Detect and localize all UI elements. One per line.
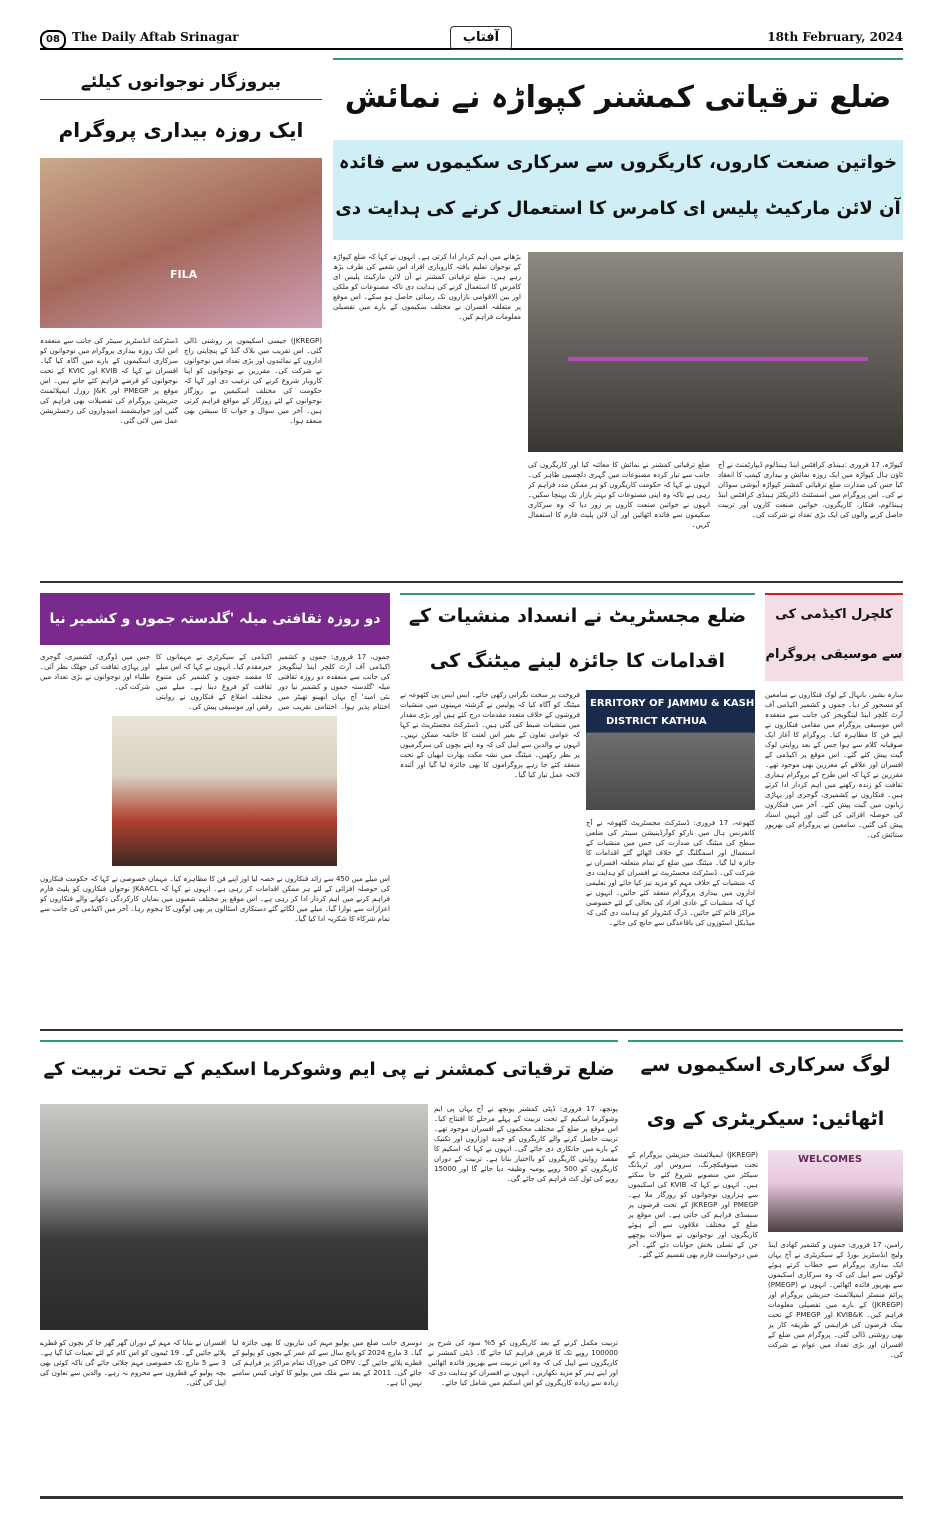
top-story-headline: ضلع ترقیاتی کمشنر کپواڑہ نے نمائش — [344, 80, 892, 115]
divider-2 — [40, 1029, 903, 1031]
photo-banner-welcomes: WELCOMES — [798, 1154, 863, 1165]
page-header — [40, 28, 903, 50]
narcotics-col-2: فروخت پر سخت نگرانی رکھی جائے۔ ایس ایس پی کٹھوعہ نے میٹنگ کو آگاہ کیا کہ پولیس نے گزشتہ مہینوں میں منشیات فروشوں کے خلاف متعدد مقدمات درج کئے ہیں اور بڑی مقدار میں منشیات ضبط کی گئی ہیں۔ ڈسٹرکٹ مجسٹریٹ نے کہا کہ عوامی تعاون کے بغیر اس لعنت کا خاتمہ ممکن نہیں۔ انہوں نے والدین سے اپیل کی کہ وہ اپنے بچوں کی سرگرمیوں پر نظر رکھیں۔ میٹنگ میں نشہ مکت بھارت ابھیان کے تحت منعقد کئے جا رہے پروگراموں کا بھی جائزہ لیا گیا اور آئندہ لائحہ عمل تیار کیا گیا۔ — [400, 691, 580, 779]
top-story-subhead-1: خواتین صنعت کاروں، کاریگروں سے سرکاری سکیموں سے فائدہ — [338, 152, 898, 173]
photo-text-fila: FILA — [170, 268, 198, 281]
music-program-body: سارہ بشیر، بانہال کے لوک فنکاروں نے سامعین کو مسحور کر دیا۔ جموں و کشمیر اکیڈمی آف آرٹ کلچر اینڈ لینگویجز کی جانب سے منعقدہ اس موسیقی پروگرام میں مقامی فنکاروں نے اپنے فن کا مظاہرہ کیا۔ پروگرام کا آغاز ایک صوفیانہ کلام سے ہوا جس کے بعد روایتی لوک گیت پیش کئے گئے۔ اس موقع پر اکیڈمی کے افسران اور علاقے کے معززین بھی موجود تھے۔ مقررین نے کہا کہ اس طرح کے پروگرام ہماری ثقافت کو زندہ رکھنے میں اہم کردار ادا کرتے ہیں۔ فنکاروں نے کشمیری، گوجری اور پہاڑی زبانوں میں گیت پیش کئے۔ آخر میں فنکاروں کی حوصلہ افزائی کی گئی اور انہیں اسناد پیش کی گئیں۔ سامعین نے پروگرام کی بھرپور ستائش کی۔ — [765, 691, 903, 839]
awareness-program-photo — [40, 158, 322, 328]
vishwakarma-col-1: پونچھ، 17 فروری: ڈپٹی کمشنر پونچھ نے آج یہاں پی ایم وشوکرما اسکیم کے تحت تربیت کے پہلے مرحلے کا افتتاح کیا۔ اس موقع پر ضلع کے مختلف محکموں کے افسران موجود تھے۔ تربیت حاصل کرنے والے کاریگروں کو جدید اوزاروں اور تکنیک کے بارے میں جانکاری دی جائے گی۔ انہوں نے کہا کہ اسکیم کا مقصد روایتی کاریگروں کو بااختیار بنانا ہے۔ تربیت کے دوران کاریگروں کو 500 روپے یومیہ وظیفہ دیا جائے گا اور 15000 روپے کی ٹول کٹ فراہم کی جائے گی۔ — [434, 1105, 618, 1183]
kvib-col-2: رامبن، 17 فروری: جموں و کشمیر کھادی اینڈ ولیج انڈسٹریز بورڈ کے سیکریٹری نے آج یہاں ایک بیداری پروگرام سے خطاب کرتے ہوئے لوگوں سے اپیل کی کہ وہ سرکاری اسکیموں سے بھرپور فائدہ اٹھائیں۔ انہوں نے (PMEGP) پرائم منسٹر ایمپلائمنٹ جنریشن پروگرام اور (JKREGP) کے بارے میں تفصیلی معلومات فراہم کیں۔ KVIB&K اور PMEGP کے تحت بینک قرضوں کی فراہمی کے طریقہ کار پر بھی روشنی ڈالی گئی۔ پروگرام میں ضلع کے افسران اور بڑی تعداد میں عوام نے شرکت کی۔ — [768, 1241, 903, 1359]
issue-date: 18th February, 2024 — [767, 30, 903, 44]
music-program-headline-box — [765, 593, 903, 681]
page-number: 08 — [40, 30, 66, 50]
kvib-headline-1: لوگ سرکاری اسکیموں سے — [628, 1040, 903, 1086]
festival-col-3: جس میں ڈوگری، کشمیری، گوجری اور پہاڑی ثقافت کی جھلک نظر آئی۔ طلباء اور نوجوانوں نے بڑی تعداد میں شرکت کی۔ — [40, 653, 150, 691]
festival-col-1: جموں، 17 فروری: جموں و کشمیر اکیڈمی آف آرٹ کلچر اینڈ لینگویجز کی جانب سے منعقدہ دو روزہ ثقافتی میلہ 'گلدستہ جموں و کشمیر نیا دور نئی امید' آج یہاں ابھینو تھیٹر میں اختتام پذیر ہوا۔ اختتامی تقریب میں — [278, 653, 390, 711]
kvib-headline-2: اٹھائیں: سیکریٹری کے وی — [646, 1108, 885, 1130]
vishwakarma-col-3: دوسری جانب ضلع میں پولیو مہم کی تیاریوں کا بھی جائزہ لیا گیا۔ 3 مارچ 2024 کو پانچ سال سے کم عمر کے بچوں کو پولیو کے قطرے پلائے جائیں گے۔ OPV کی خوراک تمام مراکز پر فراہم کی جائے گی۔ 2011 کے بعد سے ملک میں پولیو کا کوئی کیس سامنے نہیں آیا ہے۔ — [232, 1339, 422, 1387]
footer-rule — [40, 1496, 903, 1499]
music-program-headline-1: کلچرل اکیڈمی کی — [775, 607, 893, 622]
kvib-col-1: (JKREGP) ایمپلائمنٹ جنریشن پروگرام کے تحت مینوفیکچرنگ، سروس اور ٹریڈنگ سیکٹر میں منصوبے شروع کئے جا سکتے ہیں۔ انہوں نے کہا کہ KVIB کی اسکیموں سے ہزاروں نوجوانوں کو روزگار ملا ہے۔ PMEGP اور JKREGP کے تحت قرضوں پر سبسڈی فراہم کی جاتی ہے۔ اس موقع پر ضلع کے مختلف علاقوں سے آئے ہوئے کاریگروں اور نوجوانوں نے سوالات پوچھے جن کے تسلی بخش جوابات دئے گئے۔ آخر میں درخواست فارم بھی تقسیم کئے گئے۔ — [628, 1151, 758, 1259]
narcotics-meeting-photo — [586, 690, 755, 810]
narcotics-headline-1: ضلع مجسٹریٹ نے انسداد منشیات کے — [400, 593, 755, 635]
top-left-headline-2: ایک روزہ بیداری پروگرام — [58, 118, 304, 142]
festival-dance-photo — [112, 716, 337, 866]
top-left-col-2: ڈسٹرکٹ انڈسٹریز سینٹر کی جانب سے منعقدہ اس ایک روزہ بیداری پروگرام میں نوجوانوں کو سرکاری اسکیموں کے بارے میں آگاہ کیا گیا۔ افسران نے کہا کہ KVIB اور KVIC کے تحت نوجوانوں کو قرضے فراہم کئے جاتے ہیں۔ اس موقع پر PMEGP اور J&K رورل ایمپلائمنٹ جنریشن پروگرام کی تفصیلات بھی فراہم کی گئیں اور خواہشمند امیدواروں کی رجسٹریشن عمل میں لائی گئی۔ — [40, 337, 178, 425]
kvib-program-photo — [768, 1150, 903, 1232]
vishwakarma-col-2: تربیت مکمل کرنے کے بعد کاریگروں کو 5% سود کی شرح پر 100000 روپے تک کا قرض فراہم کیا جائے گا۔ ڈپٹی کمشنر نے کاریگروں سے اپیل کی کہ وہ اس تربیت سے بھرپور فائدہ اٹھائیں اور اپنے ہنر کو مزید نکھاریں۔ انہوں نے افسران کو ہدایت دی کہ زیادہ سے زیادہ کاریگروں کو اس اسکیم میں شامل کیا جائے۔ — [428, 1339, 618, 1387]
top-story-col-2: ضلع ترقیاتی کمشنر نے نمائش کا معائنہ کیا اور کاریگروں کی جانب سے تیار کردہ مصنوعات میں گہری دلچسپی ظاہر کی۔ انہوں نے کہا کہ حکومت کاریگروں کو ہر ممکن مدد فراہم کر رہی ہے تاکہ وہ اپنی مصنوعات کو بہتر بازار تک پہنچا سکیں۔ انہوں نے خواتین صنعت کاروں پر زور دیا کہ وہ سرکاری سکیموں سے فائدہ اٹھائیں اور آن لائن پلیٹ فارم کا استعمال کریں۔ — [528, 461, 710, 529]
training-hall-photo — [40, 1104, 428, 1330]
photo-banner-text: ERRITORY OF JAMMU & KASH — [590, 698, 755, 709]
top-story-col-1: کپواڑہ، 17 فروری :ہینڈی کرافٹس اینڈ ہینڈلوم ڈیپارٹمنٹ نے آج ٹاؤن ہال کپواڑہ میں ایک روزہ نمائش و بیداری کیمپ کا انعقاد کیا جس کی صدارت ضلع ترقیاتی کمشنر کپواڑہ آیوشی سوڈان نے کی۔ اس پروگرام میں اسسٹنٹ ڈائریکٹر ہینڈی کرافٹس اینڈ ہینڈلوم، فنکار، کاریگروں، خواتین صنعت کاروں اور تربیت حاصل کرنے والوں کی ایک بڑی تعداد نے شرکت کی۔ — [718, 461, 903, 519]
festival-bottom-text: اس میلے میں 450 سے زائد فنکاروں نے حصہ لیا اور اپنے فن کا مظاہرہ کیا۔ مہمان خصوصی نے کہا کہ حکومت فنکاروں کی حوصلہ افزائی کے لئے ہر ممکن اقدامات کر رہی ہے۔ انہوں نے کہا کہ JKAACL نوجوان فنکاروں کو پلیٹ فارم فراہم کرنے میں اہم کردار ادا کر رہی ہے۔ اس موقع پر مختلف شعبوں میں نمایاں کارکردگی دکھانے والے فنکاروں کو اعزازات سے نوازا گیا۔ میلے میں لگائے گئے دستکاری اسٹالوں پر بھی لوگوں کا ہجوم رہا۔ آخر میں اکیڈمی کی جانب سے تمام شرکاء کا شکریہ ادا کیا گیا۔ — [40, 875, 390, 923]
photo-banner-text-2: DISTRICT KATHUA — [606, 716, 707, 727]
top-story-rule — [333, 58, 903, 60]
ribbon — [568, 357, 868, 361]
music-program-headline-2: سے موسیقی پروگرام — [765, 647, 903, 662]
masthead-logo: آفتاب — [450, 26, 512, 50]
top-left-col-1: (JKREGP) جیسی اسکیموں پر روشنی ڈالی گئی۔ اس تقریب میں بلاک گنڈ کے پنچایتی راج اداروں کے نمائندوں اور بڑی تعداد میں نوجوانوں نے شرکت کی۔ مقررین نے نوجوانوں کو اپنا کاروبار شروع کرنے کی ترغیب دی اور کہا کہ حکومت کی مختلف اسکیمیں بے روزگار نوجوانوں کے لئے روزگار کے مواقع فراہم کرتی ہیں۔ آخر میں سوال و جواب کا سیشن بھی منعقد ہوا۔ — [184, 337, 322, 425]
top-story-col-3: بڑھانے میں اہم کردار ادا کرتی ہے۔ انہوں نے کہا کہ ضلع کپواڑہ کے نوجوان تعلیم یافتہ کاروباری افراد اس شعبے کی طرف بڑھ رہے ہیں۔ ضلع ترقیاتی کمشنر نے آن لائن مارکیٹ پلیس ای کامرس کا استعمال کرنے کی ہدایت دی تاکہ مصنوعات کو ملکی اور بین الاقوامی بازاروں تک رسائی حاصل ہو سکے۔ اس موقع پر متعلقہ افسران نے مختلف سکیموں کے بارے میں تفصیلی معلومات فراہم کیں۔ — [333, 253, 521, 321]
festival-col-2: اکیڈمی کے سیکرٹری نے مہمانوں کا خیرمقدم کیا۔ انہوں نے کہا کہ اس میلے کا مقصد جموں و کشمیر کی متنوع ثقافت کو فروغ دینا ہے۔ میلے میں مختلف اضلاع کے فنکاروں نے روایتی رقص اور موسیقی پیش کی۔ — [156, 653, 272, 711]
top-left-headline-1: بیروزگار نوجوانوں کیلئے — [40, 64, 322, 100]
vishwakarma-headline: ضلع ترقیاتی کمشنر نے پی ایم وشوکرما اسکیم کے تحت تربیت کے — [40, 1040, 618, 1096]
top-story-subhead-box — [333, 140, 903, 240]
paper-name: The Daily Aftab Srinagar — [72, 30, 239, 44]
top-story-subhead-2: آن لائن مارکیٹ پلیس ای کامرس کا استعمال کرنے کی ہدایت دی — [335, 198, 901, 219]
narcotics-headline-2: اقدامات کا جائزہ لینے میٹنگ کی — [429, 650, 726, 672]
vishwakarma-col-4: افسران نے بتایا کہ مہم کے دوران گھر گھر جا کر بچوں کو قطرے پلائے جائیں گے۔ 19 ٹیموں کو اس کام کے لئے تعینات کیا گیا ہے۔ 3 سے 5 مارچ تک خصوصی مہم چلائی جائے گی تاکہ کوئی بھی بچہ پولیو کے قطروں سے محروم نہ رہے۔ والدین سے تعاون کی اپیل کی گئی۔ — [40, 1339, 226, 1387]
festival-headline: دو روزہ ثقافتی میلہ 'گلدستہ جموں و کشمیر نیا — [40, 593, 390, 645]
divider-1 — [40, 581, 903, 583]
ribbon-cutting-photo — [528, 252, 903, 452]
narcotics-col-1: کٹھوعہ، 17 فروری: ڈسٹرکٹ مجسٹریٹ کٹھوعہ نے آج کانفرنس ہال میں نارکو کوآرڈینیشن سینٹر کی ضلعی سطح کی میٹنگ کی صدارت کی جس میں منشیات کے استعمال اور اسمگلنگ کے خلاف اٹھائے گئے اقدامات کا جائزہ لیا گیا۔ میٹنگ میں ضلع کے تمام متعلقہ افسران نے شرکت کی۔ ڈسٹرکٹ مجسٹریٹ نے افسران کو ہدایت دی کہ منشیات کے خلاف مہم کو مزید تیز کیا جائے اور تعلیمی اداروں میں بیداری پروگرام منعقد کئے جائیں۔ انہوں نے کہا کہ منشیات کے عادی افراد کی بحالی کے لئے خصوصی مراکز قائم کئے جائیں۔ ڈرگ کنٹرولر کو ہدایت دی گئی کہ میڈیکل اسٹوروں کی باقاعدگی سے جانچ کی جائے۔ — [586, 819, 755, 927]
